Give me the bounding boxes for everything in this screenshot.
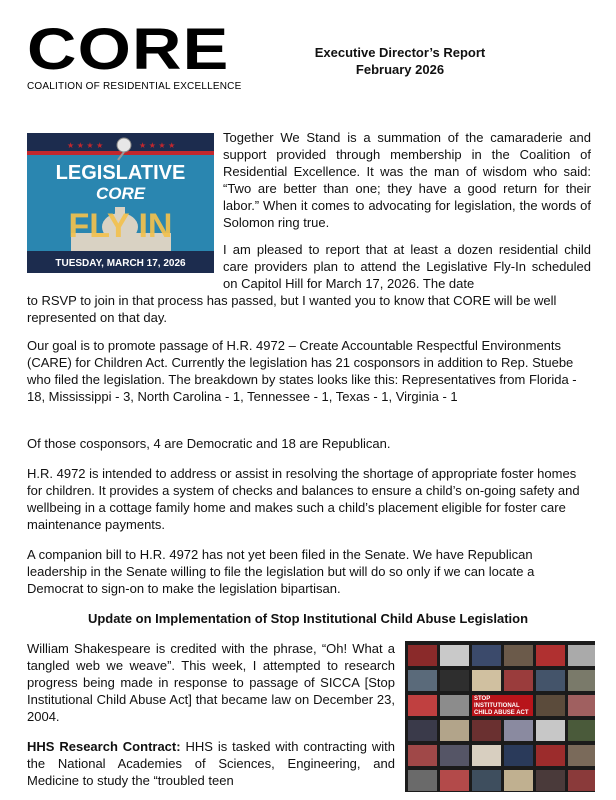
- collage-tile: [504, 670, 533, 691]
- logo-wordmark: CORE: [27, 17, 230, 82]
- fly-in-banner: [27, 133, 214, 273]
- collage-tile: [440, 720, 469, 741]
- collage-tile: [472, 745, 501, 766]
- hhs-paragraph: [27, 738, 395, 789]
- core-logo: [27, 17, 242, 92]
- news-collage-image: [405, 641, 595, 792]
- collage-tile: [408, 745, 437, 766]
- hhs-label: HHS Research Contract:: [27, 739, 181, 754]
- hhs-text: HHS is tasked with contracting with the National Academies of Sciences, Engineering, and Medicine to study the “troubled teen: [27, 739, 395, 788]
- collage-tile: [472, 770, 501, 791]
- banner-line1: LEGISLATIVE: [55, 162, 186, 184]
- collage-tile: [472, 670, 501, 691]
- report-header: [300, 44, 500, 78]
- logo-subtitle: COALITION OF RESIDENTIAL EXCELLENCE: [27, 81, 242, 92]
- collage-tile: [440, 770, 469, 791]
- collage-tile: [504, 745, 533, 766]
- report-title: Executive Director’s Report: [314, 45, 486, 60]
- goal-paragraph: Our goal is to promote passage of H.R. 4972 – Create Accountable Respectful Environments (CARE) for Children Act. Currently the legislation has 21 cosponsors in addition to Rep. Stuebe who filed the legislation. The breakdown by states looks like this: Representatives from Florida - 18, Mississippi - 3, North Carolina - 1, Tennessee - 1, Texas - 1, Virginia - 1: [27, 338, 577, 404]
- collage-tile: [504, 645, 533, 666]
- collage-tile: [536, 670, 565, 691]
- collage-tile: [536, 745, 565, 766]
- intent-paragraph: H.R. 4972 is intended to address or assist in resolving the shortage of appropriate foster homes for children. It provides a system of checks and balances to ensure a child’s on-going safety and wellbeing in a cottage family home and makes such a child’s placement eligible for foster care maintenance payments.: [27, 466, 580, 532]
- collage-tile: [536, 645, 565, 666]
- collage-tile: [536, 695, 565, 716]
- collage-tile: [472, 720, 501, 741]
- companion-paragraph: A companion bill to H.R. 4972 has not yet been filed in the Senate. We have Republican leadership in the Senate willing to file the legislation but will do so only if we can locate a Democrat to sign-on to make the legislation bipartisan.: [27, 547, 535, 596]
- collage-tile: [408, 770, 437, 791]
- collage-tile: [408, 645, 437, 666]
- collage-tile: [504, 770, 533, 791]
- flyin-paragraph-b: to RSVP to join in that process has passed, but I wanted you to know that CORE will be well represented on that day.: [27, 293, 557, 325]
- banner-line3: FLY IN: [68, 207, 173, 245]
- collage-caption: STOP INSTITUTIONAL CHILD ABUSE ACT: [472, 695, 533, 716]
- collage-tile: [440, 645, 469, 666]
- collage-tile: [504, 720, 533, 741]
- collage-tile: [536, 770, 565, 791]
- shakespeare-paragraph: William Shakespeare is credited with the phrase, “Oh! What a tangled web we weave”. This week, I attempted to research progress being made in response to passage of SICCA [Stop Institutional Child Abuse Act] that became law on December 23, 2004.: [27, 641, 395, 724]
- collage-tile: [408, 720, 437, 741]
- collage-tile: [440, 695, 469, 716]
- collage-tile: [568, 745, 595, 766]
- party-paragraph: Of those cosponsors, 4 are Democratic and 18 are Republican.: [27, 436, 391, 451]
- collage-tile: [472, 645, 501, 666]
- collage-tile: [568, 695, 595, 716]
- collage-tile: [568, 770, 595, 791]
- flyin-paragraph-a: I am pleased to report that at least a dozen residential child care providers plan to attend the Legislative Fly-In scheduled on Capitol Hill for March 17, 2026. The date: [223, 242, 591, 291]
- collage-tile: [568, 670, 595, 691]
- svg-text:★ ★ ★ ★: ★ ★ ★ ★: [139, 141, 176, 150]
- banner-graphic: [27, 133, 214, 273]
- collage-tile: [568, 720, 595, 741]
- section-heading: Update on Implementation of Stop Institutional Child Abuse Legislation: [87, 611, 529, 626]
- intro-paragraph: Together We Stand is a summation of the camaraderie and support provided through membership in the Coalition of Residential Excellence. It was the man of wisdom who said: “Two are better than one; they have a good return for their labor.” When it comes to advocating for legislation, the words of Solomon ring true.: [223, 130, 591, 230]
- svg-text:★ ★ ★ ★: ★ ★ ★ ★: [67, 141, 104, 150]
- collage-tile: [440, 745, 469, 766]
- collage-tile: [440, 670, 469, 691]
- collage-tile: [536, 720, 565, 741]
- collage-tile: [408, 670, 437, 691]
- report-date: February 2026: [355, 62, 445, 77]
- collage-tile: [408, 695, 437, 716]
- collage-tile: [568, 645, 595, 666]
- banner-date: TUESDAY, MARCH 17, 2026: [55, 258, 186, 269]
- banner-line2: CORE: [95, 184, 146, 203]
